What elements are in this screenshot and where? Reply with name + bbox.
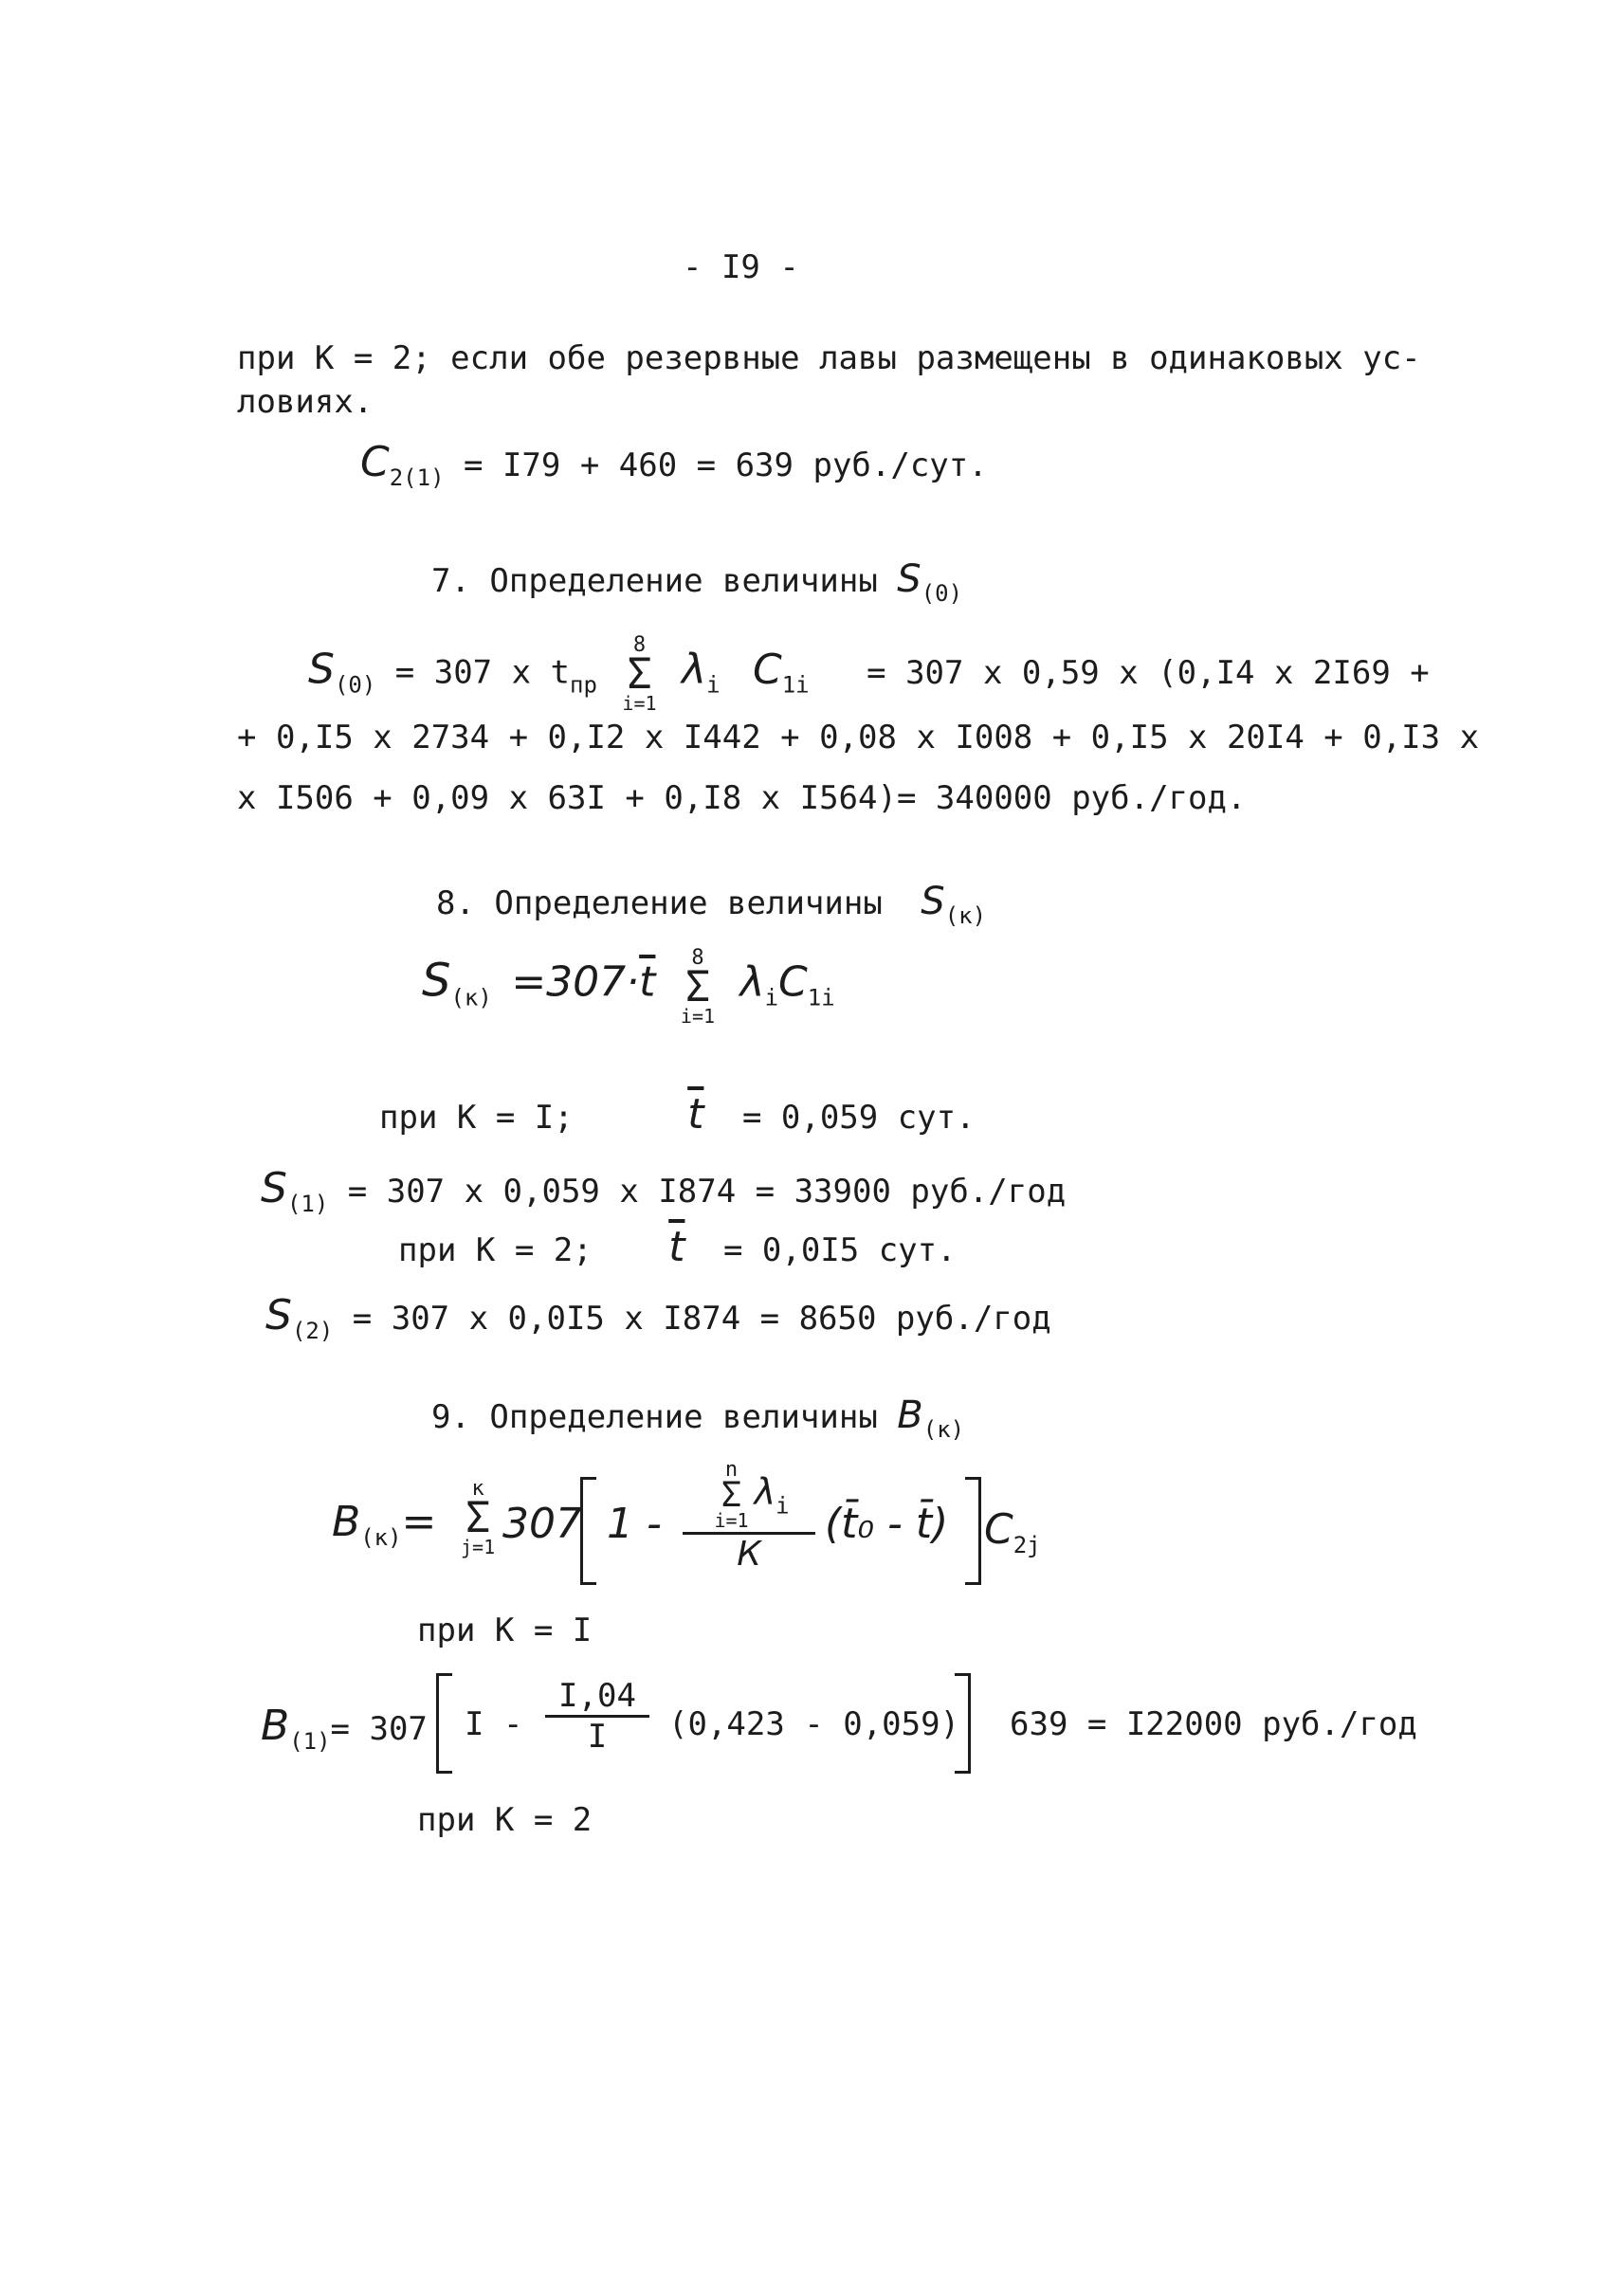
sum-upper-8: 8 bbox=[691, 946, 704, 970]
lambda-symbol: λ bbox=[682, 645, 707, 694]
b1-symbol: B bbox=[261, 1702, 290, 1750]
lambda-symbol-8: λ bbox=[739, 957, 765, 1007]
bk-frac-numerator bbox=[683, 1460, 815, 1535]
s2-symbol: S bbox=[265, 1291, 292, 1339]
c-subscript: 2(1) bbox=[389, 464, 445, 491]
b1-left-bracket bbox=[436, 1673, 452, 1774]
sk-formula bbox=[422, 948, 835, 1026]
sum-operator-8 bbox=[681, 948, 715, 1026]
sigma-icon: Σ bbox=[721, 1476, 742, 1515]
b1-eq: = 307 bbox=[330, 1710, 428, 1748]
sigma-icon: Σ bbox=[465, 1494, 491, 1542]
lambda-sub-8: i bbox=[764, 984, 779, 1011]
bk-coef: 307 bbox=[502, 1500, 582, 1548]
s0-lhs: = 307 x t bbox=[394, 653, 571, 692]
b1-frac-denominator: I bbox=[587, 1718, 608, 1756]
b-k2-label: при К = 2 bbox=[417, 1801, 593, 1839]
section-9-title: 9. Определение величины bbox=[431, 1398, 878, 1436]
section-9-heading bbox=[431, 1393, 964, 1443]
outer-sum-upper: к bbox=[471, 1477, 484, 1501]
b1-right-bracket bbox=[955, 1673, 971, 1774]
inner-sum-lower: i=1 bbox=[714, 1509, 749, 1532]
inner-sum-upper: n bbox=[724, 1458, 739, 1482]
s0-line-3: x I506 + 0,09 x 63I + 0,I8 x I564)= 340000 руб./год. bbox=[237, 779, 1247, 817]
s1-symbol: S bbox=[261, 1164, 287, 1212]
sk-sub: (к) bbox=[450, 984, 492, 1011]
s1-sub: (1) bbox=[286, 1191, 329, 1217]
section-8-symbol-sub: (к) bbox=[944, 902, 987, 929]
c2-formula bbox=[360, 438, 988, 491]
sk-eq: =307· bbox=[511, 957, 640, 1007]
bk-formula bbox=[332, 1458, 1041, 1583]
sigma-icon: Σ bbox=[684, 963, 711, 1011]
bk-sub: (к) bbox=[360, 1524, 402, 1551]
sk-symbol: S bbox=[422, 954, 451, 1008]
k1-t: $\overline{t}$ bbox=[687, 1090, 704, 1138]
intro-line-1: при К = 2; если обе резервные лавы размещены в одинаковых ус- bbox=[237, 339, 1421, 377]
section-9-symbol: B bbox=[897, 1393, 923, 1437]
sum-operator bbox=[622, 635, 656, 713]
sum-upper: 8 bbox=[632, 633, 647, 657]
right-bracket bbox=[965, 1477, 981, 1585]
outer-sum-lower: j=1 bbox=[461, 1536, 496, 1558]
bk-paren: (t̄₀ - t̄) bbox=[825, 1500, 949, 1548]
k1-value: = 0,059 сут. bbox=[741, 1099, 976, 1137]
c1i-symbol-8: C bbox=[778, 957, 808, 1007]
s0-symbol: S bbox=[308, 645, 335, 694]
b1-frac-numerator: I,04 bbox=[545, 1677, 649, 1718]
section-7-symbol: S bbox=[897, 557, 921, 601]
b1-one: I - bbox=[465, 1705, 523, 1743]
s2-text: = 307 x 0,0I5 x I874 = 8650 руб./год bbox=[352, 1300, 1051, 1338]
c2j-sub: 2j bbox=[1013, 1532, 1041, 1558]
c-symbol: C bbox=[360, 438, 390, 486]
s1-text: = 307 x 0,059 x I874 = 33900 руб./год bbox=[347, 1173, 1067, 1211]
c1i-sub-8: 1i bbox=[807, 984, 835, 1011]
page-number: - I9 - bbox=[683, 248, 799, 286]
bk-symbol: B bbox=[332, 1498, 361, 1546]
section-8-heading bbox=[436, 880, 986, 929]
k2-label: при К = 2; bbox=[398, 1231, 593, 1269]
b1-result: 639 = I22000 руб./год bbox=[1010, 1705, 1417, 1743]
section-7-title: 7. Определение величины bbox=[431, 562, 878, 600]
b1-fraction bbox=[545, 1677, 649, 1756]
bk-fraction bbox=[683, 1460, 815, 1574]
section-8-symbol: S bbox=[921, 880, 945, 923]
s0-sub: (0) bbox=[334, 671, 376, 699]
inner-sum bbox=[714, 1460, 748, 1530]
c1i-sub: 1i bbox=[781, 671, 810, 699]
s1-line bbox=[261, 1164, 1066, 1217]
c1i-symbol: C bbox=[753, 645, 782, 694]
b1-paren: (0,423 - 0,059) bbox=[668, 1705, 960, 1743]
c2j-symbol: C bbox=[984, 1505, 1013, 1554]
k1-label: при К = I; bbox=[379, 1099, 574, 1137]
s2-line bbox=[265, 1291, 1051, 1344]
b-k1-label: при К = I bbox=[417, 1612, 593, 1649]
inner-lambda-sub: i bbox=[776, 1492, 790, 1520]
c2-formula-text: = I79 + 460 = 639 руб./сут. bbox=[464, 446, 988, 484]
s2-sub: (2) bbox=[291, 1318, 334, 1344]
k1-line bbox=[379, 1090, 976, 1138]
section-8-title: 8. Определение величины bbox=[436, 884, 883, 922]
k2-t: $\overline{t}$ bbox=[668, 1223, 685, 1271]
k2-line bbox=[398, 1223, 957, 1271]
sigma-icon: Σ bbox=[627, 650, 652, 699]
section-7-heading bbox=[431, 557, 962, 607]
bk-eq: = bbox=[401, 1498, 437, 1546]
intro-line-2: ловиях. bbox=[237, 383, 374, 421]
s0-formula bbox=[308, 635, 1430, 713]
sum-lower: i=1 bbox=[622, 692, 657, 715]
t-bar: $\overline{t}$ bbox=[639, 957, 656, 1007]
s0-line-2: + 0,I5 x 2734 + 0,I2 x I442 + 0,08 x I008 + 0,I5 x 20I4 + 0,I3 x bbox=[237, 719, 1480, 756]
inner-lambda: λ bbox=[754, 1470, 776, 1513]
t-pr-sub: пр bbox=[570, 671, 597, 699]
s0-rhs: = 307 x 0,59 x (0,I4 x 2I69 + bbox=[867, 653, 1430, 692]
bk-one: 1 - bbox=[607, 1500, 662, 1548]
left-bracket bbox=[580, 1477, 596, 1585]
k2-value: = 0,0I5 сут. bbox=[722, 1231, 957, 1269]
bk-frac-denominator: К bbox=[737, 1535, 761, 1574]
b1-sub: (1) bbox=[289, 1728, 331, 1755]
section-9-symbol-sub: (к) bbox=[922, 1416, 965, 1443]
b1-formula bbox=[261, 1664, 1417, 1777]
outer-sum bbox=[461, 1479, 495, 1557]
section-7-symbol-sub: (0) bbox=[921, 580, 963, 607]
sum-lower-8: i=1 bbox=[680, 1005, 716, 1028]
lambda-sub: i bbox=[706, 671, 721, 699]
